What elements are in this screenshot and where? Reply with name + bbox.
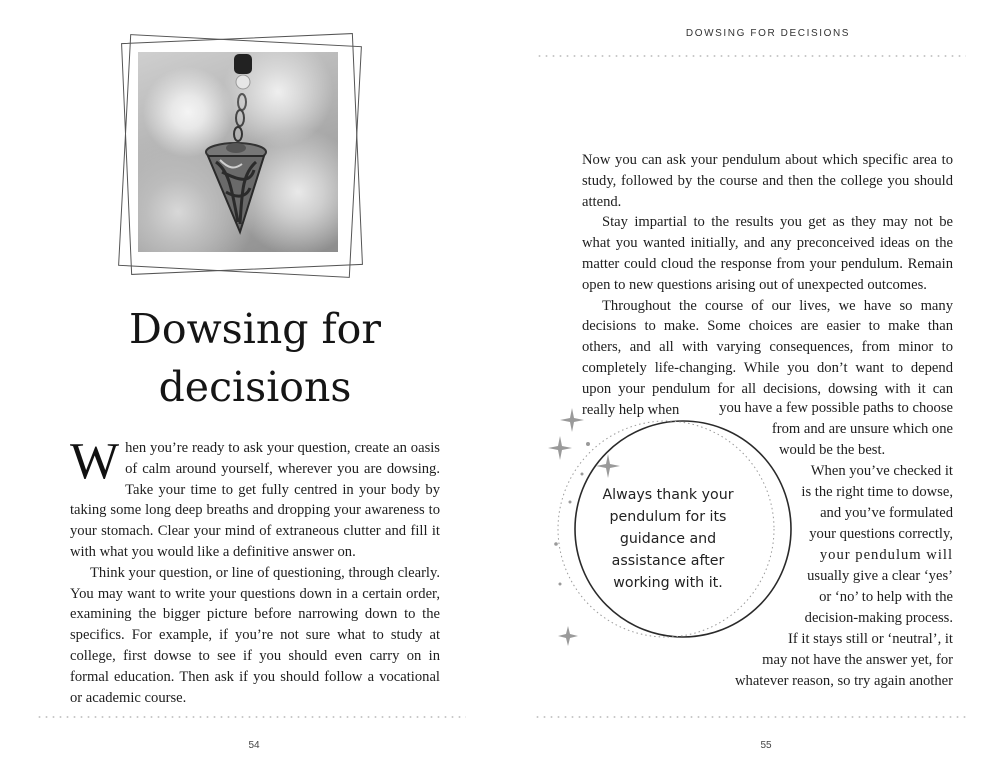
wrap-line: or ‘no’ to help with the [819,589,953,605]
wrap-line: from and are unsure which one [771,421,953,437]
wrap-line: is the right time to dowse, [801,484,953,500]
wrap-line: may not have the answer yet, for [762,652,953,668]
footer-dots-right [534,716,966,718]
wrap-line: whatever reason, so try again another [734,673,953,689]
paragraph-3: Now you can ask your pendulum about which specific area to study, followed by the course and then the college you should attend. [582,152,953,210]
paragraph-1-text: hen you’re ready to ask your question, create an oasis of calm around yourself, wherever you are dowsing. Take your time to get fully centred in your body by taking some long deep breaths and dropping your awareness to your stomach. Clear your mind of extraneous clutter and fill it with what you would like a definitive answer on. [70,440,440,560]
wrap-line: would be the best. [779,442,886,458]
wrap-line: When you’ve checked it [810,463,953,479]
wrap-line: your pendulum will [819,547,953,563]
right-page [500,0,1000,783]
wrap-line: decision-making process. [804,610,953,626]
chapter-title [70,300,440,416]
wrap-line: you have a few possible paths to choose [719,400,953,416]
pendulum-illustration [138,52,338,252]
wrap-line: and you’ve formulated [820,505,953,521]
wrap-line: If it stays still or ‘neutral’, it [788,631,953,647]
footer-dots-left [36,716,466,718]
chapter-title-line2: decisions [158,363,352,411]
pendulum-photo [138,52,338,252]
chapter-title-line1: Dowsing for [129,305,381,353]
pull-quote: Always thank your pendulum for its guidance and assistance after working with it. [602,487,734,591]
paragraph-5: Throughout the course of our lives, we have so many decisions to make. Some choices are easier to make than others, and all with varying consequences, from minor to completely life-changing. While you don’t want to depend upon your pendulum for all decisions, dowsing with it can really help when [582,297,953,418]
wrap-line: your questions correctly, [809,526,953,542]
paragraph-1 [70,433,440,563]
paragraph-4: Stay impartial to the results you get as they may not be what you wanted initially, and any preconceived ideas on the matter could cloud the response from your pendulum. Remain open to new questions arising out of unexpected outcomes. [582,214,953,293]
running-head: DOWSING FOR DECISIONS [685,28,851,39]
header-dots [536,55,966,57]
right-body-text [582,150,953,420]
paragraph-2: Think your question, or line of questioning, through clearly. You may want to write your questions down in a certain order, examining the bigger picture before narrowing down to the specifics. For example, if you’re not sure what to study at college, first dowse to see if you should even carry on in formal education. Then ask if you should follow a vocational or academic course. [70,564,440,706]
page-number-right: 55 [760,740,772,751]
photo-frame [116,30,366,280]
drop-cap: W [70,433,120,490]
page-number-left: 54 [248,740,260,751]
wrap-line: usually give a clear ‘yes’ [807,568,953,584]
left-body-text [70,433,440,708]
